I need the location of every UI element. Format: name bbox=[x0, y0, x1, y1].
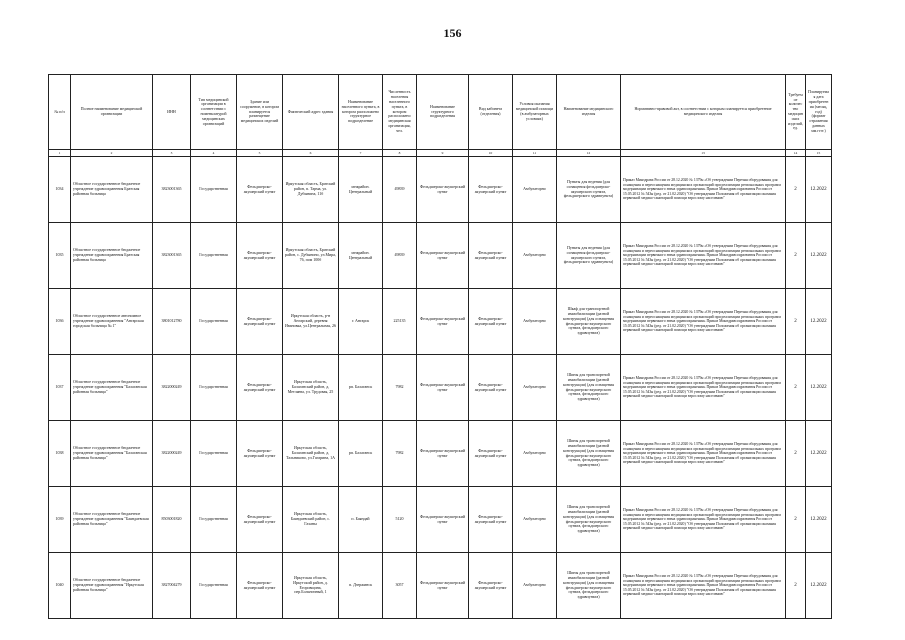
cell-org-type: Государственная bbox=[191, 289, 237, 355]
table-row bbox=[49, 289, 832, 355]
cell-address: Иркутская область, р-н Ангарский, деревня Ивановка, ул.Центральная, 26 bbox=[283, 289, 339, 355]
cell-purchase-date: 12.2022 bbox=[806, 487, 832, 553]
cell-legal-act: Приказ Минздрава России от 28.12.2020 № 1379н «Об утверждении Перечня оборудования для оснащения и переоснащения медицинских организаций при реализации региональных программ модернизации первичного звена здравоохранения» Приказ Минздравсоцразвития России от 15.05.2012 № 543н (ред. от 21.02.2020) "Об утверждении Положения об организации оказания первичной медико-санитарной помощи взрослому населению" bbox=[621, 553, 786, 619]
cell-inn: 3823001365 bbox=[153, 223, 191, 289]
cell-population: 7982 bbox=[383, 421, 417, 487]
cell-org-type: Государственная bbox=[191, 355, 237, 421]
cell-care-conditions: Амбулаторно bbox=[513, 553, 557, 619]
cell-row-number: 1040 bbox=[49, 553, 71, 619]
column-header: № п/п bbox=[49, 75, 71, 150]
table-row bbox=[49, 421, 832, 487]
cell-legal-act: Приказ Минздрава России от 28.12.2020 № 1379н «Об утверждении Перечня оборудования для оснащения и переоснащения медицинских организаций при реализации региональных программ модернизации первичного звена здравоохранения» Приказ Минздравсоцразвития России от 15.05.2012 № 543н (ред. от 21.02.2020) "Об утверждении Положения об организации оказания первичной медико-санитарной помощи взрослому населению" bbox=[621, 355, 786, 421]
column-number: 1 bbox=[49, 150, 71, 157]
cell-org-name: Областное государственное бюджетное учреждение здравоохранения Братская районная больница bbox=[71, 223, 153, 289]
cell-cabinet-type: Фельдшерско-акушерский пункт bbox=[469, 157, 513, 223]
cell-address: Иркутская область, Иркутский район, д. Егоровщина, пер.Больничный, 1 bbox=[283, 553, 339, 619]
column-number: 7 bbox=[339, 150, 383, 157]
cell-locality: п. Баяндай bbox=[339, 487, 383, 553]
cell-building: Фельдшерско-акушерский пункт bbox=[237, 289, 283, 355]
column-header: Здание или сооружение, в котором планируется размещение медицинских изделий bbox=[237, 75, 283, 150]
cell-cabinet-type: Фельдшерско-акушерский пункт bbox=[469, 553, 513, 619]
cell-inn: 8503001820 bbox=[153, 487, 191, 553]
cell-org-name: Областное государственное бюджетное учреждение здравоохранения "Иркутская районная больница" bbox=[71, 553, 153, 619]
cell-cabinet-type: Фельдшерско-акушерский пункт bbox=[469, 355, 513, 421]
cell-device-name: Пункты для ведения (для оснащения фельдшерско-акушерского пункта, фельдшерского здравпункта) bbox=[557, 223, 621, 289]
table-row bbox=[49, 157, 832, 223]
cell-locality: рп. Балаганск bbox=[339, 421, 383, 487]
cell-device-name: Шины для транспортной иммобилизации (разной конструкции) (для оснащения фельдшерско-акушерского пункта, фельдшерского здравпункта) bbox=[557, 355, 621, 421]
table-row bbox=[49, 355, 832, 421]
cell-population: 3057 bbox=[383, 553, 417, 619]
cell-structural-unit: Фельдшерско-акушерский пункт bbox=[417, 421, 469, 487]
cell-address: Иркутская область, Баяндаевский район, с. Гаханы bbox=[283, 487, 339, 553]
column-number: 9 bbox=[417, 150, 469, 157]
cell-inn: 3823001365 bbox=[153, 157, 191, 223]
cell-cabinet-type: Фельдшерско-акушерский пункт bbox=[469, 289, 513, 355]
column-number: 15 bbox=[806, 150, 832, 157]
cell-purchase-date: 12.2022 bbox=[806, 223, 832, 289]
cell-org-type: Государственная bbox=[191, 487, 237, 553]
cell-care-conditions: Амбулаторно bbox=[513, 157, 557, 223]
cell-population: 49839 bbox=[383, 223, 417, 289]
cell-legal-act: Приказ Минздрава России от 28.12.2020 № 1379н «Об утверждении Перечня оборудования для оснащения и переоснащения медицинских организаций при реализации региональных программ модернизации первичного звена здравоохранения» Приказ Минздравсоцразвития России от 15.05.2012 № 543н (ред. от 21.02.2020) "Об утверждении Положения об организации оказания первичной медико-санитарной помощи взрослому населению" bbox=[621, 421, 786, 487]
cell-device-name: Шины для транспортной иммобилизации (разной конструкции) (для оснащения фельдшерско-акушерского пункта, фельдшерского здравпункта) bbox=[557, 487, 621, 553]
cell-address: Иркутская область, Братский район, с. Дубынино, ул.Мира, 76, пом 100б bbox=[283, 223, 339, 289]
cell-org-type: Государственная bbox=[191, 223, 237, 289]
cell-care-conditions: Амбулаторно bbox=[513, 421, 557, 487]
cell-locality: межрайон. Центральный bbox=[339, 157, 383, 223]
cell-org-name: Областное государственное бюджетное учреждение здравоохранения "Балаганская районная больница" bbox=[71, 421, 153, 487]
column-number: 8 bbox=[383, 150, 417, 157]
cell-quantity: 2 bbox=[786, 289, 806, 355]
column-header: Наименование структурного подразделения bbox=[417, 75, 469, 150]
cell-locality: межрайон. Центральный bbox=[339, 223, 383, 289]
cell-quantity: 2 bbox=[786, 421, 806, 487]
cell-locality: рп. Балаганск bbox=[339, 355, 383, 421]
column-header: Наименование медицинского изделия bbox=[557, 75, 621, 150]
cell-org-type: Государственная bbox=[191, 421, 237, 487]
cell-building: Фельдшерско-акушерский пункт bbox=[237, 157, 283, 223]
cell-quantity: 2 bbox=[786, 223, 806, 289]
cell-purchase-date: 12.2022 bbox=[806, 289, 832, 355]
column-header: Требуемое количество медицинских изделий, ед. bbox=[786, 75, 806, 150]
page-number: 156 bbox=[443, 26, 462, 40]
column-header: ИНН bbox=[153, 75, 191, 150]
cell-quantity: 2 bbox=[786, 553, 806, 619]
table-row bbox=[49, 223, 832, 289]
table-row bbox=[49, 487, 832, 553]
cell-legal-act: Приказ Минздрава России от 28.12.2020 № 1379н «Об утверждении Перечня оборудования для оснащения и переоснащения медицинских организаций при реализации региональных программ модернизации первичного звена здравоохранения» Приказ Минздравсоцразвития России от 15.05.2012 № 543н (ред. от 21.02.2020) "Об утверждении Положения об организации оказания первичной медико-санитарной помощи взрослому населению" bbox=[621, 487, 786, 553]
cell-address: Иркутская область, Балаганский район, д. Тальниково, ул.Гагарина, 1А bbox=[283, 421, 339, 487]
cell-building: Фельдшерско-акушерский пункт bbox=[237, 223, 283, 289]
column-header: Нормативно-правовой акт, в соответствии с которым планируется приобретение медицинского изделия bbox=[621, 75, 786, 150]
cell-quantity: 2 bbox=[786, 355, 806, 421]
column-number: 6 bbox=[283, 150, 339, 157]
column-header: Тип медицинской организации в соответствии с номенклатурой медицинских организаций bbox=[191, 75, 237, 150]
cell-care-conditions: Амбулаторно bbox=[513, 487, 557, 553]
cell-address: Иркутская область, Братский район, п. Тарма, ул. Дубынина, 11б bbox=[283, 157, 339, 223]
cell-legal-act: Приказ Минздрава России от 28.12.2020 № 1379н «Об утверждении Перечня оборудования для оснащения и переоснащения медицинских организаций при реализации региональных программ модернизации первичного звена здравоохранения» Приказ Минздравсоцразвития России от 15.05.2012 № 543н (ред. от 21.02.2020) "Об утверждении Положения об организации оказания первичной медико-санитарной помощи взрослому населению" bbox=[621, 223, 786, 289]
cell-device-name: Шины для транспортной иммобилизации (разной конструкции) (для оснащения фельдшерско-акушерского пункта, фельдшерского здравпункта) bbox=[557, 553, 621, 619]
cell-structural-unit: Фельдшерско-акушерский пункт bbox=[417, 289, 469, 355]
cell-care-conditions: Амбулаторно bbox=[513, 355, 557, 421]
cell-row-number: 1034 bbox=[49, 157, 71, 223]
cell-inn: 3827004279 bbox=[153, 553, 191, 619]
column-number: 5 bbox=[237, 150, 283, 157]
column-number: 4 bbox=[191, 150, 237, 157]
cell-cabinet-type: Фельдшерско-акушерский пункт bbox=[469, 223, 513, 289]
cell-org-type: Государственная bbox=[191, 553, 237, 619]
cell-care-conditions: Амбулаторно bbox=[513, 289, 557, 355]
cell-population: 225135 bbox=[383, 289, 417, 355]
cell-building: Фельдшерско-акушерский пункт bbox=[237, 355, 283, 421]
column-number: 11 bbox=[513, 150, 557, 157]
cell-quantity: 2 bbox=[786, 487, 806, 553]
cell-structural-unit: Фельдшерско-акушерский пункт bbox=[417, 487, 469, 553]
cell-building: Фельдшерско-акушерский пункт bbox=[237, 553, 283, 619]
cell-cabinet-type: Фельдшерско-акушерский пункт bbox=[469, 421, 513, 487]
cell-population: 5120 bbox=[383, 487, 417, 553]
cell-legal-act: Приказ Минздрава России от 28.12.2020 № 1379н «Об утверждении Перечня оборудования для оснащения и переоснащения медицинских организаций при реализации региональных программ модернизации первичного звена здравоохранения» Приказ Минздравсоцразвития России от 15.05.2012 № 543н (ред. от 21.02.2020) "Об утверждении Положения об организации оказания первичной медико-санитарной помощи взрослому населению" bbox=[621, 289, 786, 355]
cell-structural-unit: Фельдшерско-акушерский пункт bbox=[417, 157, 469, 223]
cell-structural-unit: Фельдшерско-акушерский пункт bbox=[417, 223, 469, 289]
cell-purchase-date: 12.2022 bbox=[806, 355, 832, 421]
cell-care-conditions: Амбулаторно bbox=[513, 223, 557, 289]
cell-structural-unit: Фельдшерско-акушерский пункт bbox=[417, 553, 469, 619]
column-number: 12 bbox=[557, 150, 621, 157]
cell-org-name: Областное государственное бюджетное учреждение здравоохранения Братская районная больница bbox=[71, 157, 153, 223]
table-row bbox=[49, 553, 832, 619]
cell-row-number: 1038 bbox=[49, 421, 71, 487]
column-number: 3 bbox=[153, 150, 191, 157]
cell-row-number: 1035 bbox=[49, 223, 71, 289]
cell-org-name: Областное государственное бюджетное учреждение здравоохранения "Балаганская районная больница" bbox=[71, 355, 153, 421]
cell-device-name: Пункты для ведения (для оснащения фельдшерско-акушерского пункта, фельдшерского здравпункта) bbox=[557, 157, 621, 223]
column-number: 13 bbox=[621, 150, 786, 157]
cell-org-type: Государственная bbox=[191, 157, 237, 223]
column-header: Численность населения населенного пункта, в котором расположено медицинская организация, чел. bbox=[383, 75, 417, 150]
cell-legal-act: Приказ Минздрава России от 28.12.2020 № 1379н «Об утверждении Перечня оборудования для оснащения и переоснащения медицинских организаций при реализации региональных программ модернизации первичного звена здравоохранения» Приказ Минздравсоцразвития России от 15.05.2012 № 543н (ред. от 21.02.2020) "Об утверждении Положения об организации оказания первичной медико-санитарной помощи взрослому населению" bbox=[621, 157, 786, 223]
cell-device-name: Шкаф для транспортной иммобилизации (разной конструкции) (для оснащения фельдшерско-акушерского пункта, фельдшерского здравпункта) bbox=[557, 289, 621, 355]
cell-inn: 3822000249 bbox=[153, 421, 191, 487]
cell-population: 49839 bbox=[383, 157, 417, 223]
column-header: Планируемая дата приобретения (месяц, год) (формат отражения данных мм.гггг.) bbox=[806, 75, 832, 150]
cell-device-name: Шины для транспортной иммобилизации (разной конструкции) (для оснащения фельдшерско-акушерского пункта, фельдшерского здравпункта) bbox=[557, 421, 621, 487]
cell-population: 7982 bbox=[383, 355, 417, 421]
column-number-row bbox=[49, 150, 832, 157]
column-header: Фактический адрес здания bbox=[283, 75, 339, 150]
column-header: Условия оказания медицинской помощи (в амбулаторных условиях) bbox=[513, 75, 557, 150]
cell-building: Фельдшерско-акушерский пункт bbox=[237, 421, 283, 487]
cell-org-name: Областное государственное бюджетное учреждение здравоохранения "Баяндаевская районная больница" bbox=[71, 487, 153, 553]
cell-address: Иркутская область, Балаганский район, д. Метляева, ул. Трудовая, 25 bbox=[283, 355, 339, 421]
cell-inn: 3801012780 bbox=[153, 289, 191, 355]
header-row bbox=[49, 75, 832, 150]
cell-purchase-date: 12.2022 bbox=[806, 553, 832, 619]
cell-row-number: 1039 bbox=[49, 487, 71, 553]
cell-inn: 3822000249 bbox=[153, 355, 191, 421]
cell-cabinet-type: Фельдшерско-акушерский пункт bbox=[469, 487, 513, 553]
cell-quantity: 2 bbox=[786, 157, 806, 223]
column-number: 10 bbox=[469, 150, 513, 157]
column-header: Наименование населенного пункта, в котором расположено структурное подразделение bbox=[339, 75, 383, 150]
column-number: 14 bbox=[786, 150, 806, 157]
cell-row-number: 1036 bbox=[49, 289, 71, 355]
cell-locality: г. Ангарск bbox=[339, 289, 383, 355]
cell-locality: п. Дзержинск bbox=[339, 553, 383, 619]
cell-org-name: Областное государственное автономное учреждение здравоохранения "Ангарская городская больница № 1" bbox=[71, 289, 153, 355]
cell-building: Фельдшерско-акушерский пункт bbox=[237, 487, 283, 553]
cell-structural-unit: Фельдшерско-акушерский пункт bbox=[417, 355, 469, 421]
column-number: 2 bbox=[71, 150, 153, 157]
cell-purchase-date: 12.2022 bbox=[806, 157, 832, 223]
equipment-register-table bbox=[48, 74, 832, 619]
column-header: Полное наименование медицинской организации bbox=[71, 75, 153, 150]
cell-purchase-date: 12.2022 bbox=[806, 421, 832, 487]
column-header: Вид кабинета (отделения) bbox=[469, 75, 513, 150]
table-body bbox=[49, 157, 832, 619]
cell-row-number: 1037 bbox=[49, 355, 71, 421]
